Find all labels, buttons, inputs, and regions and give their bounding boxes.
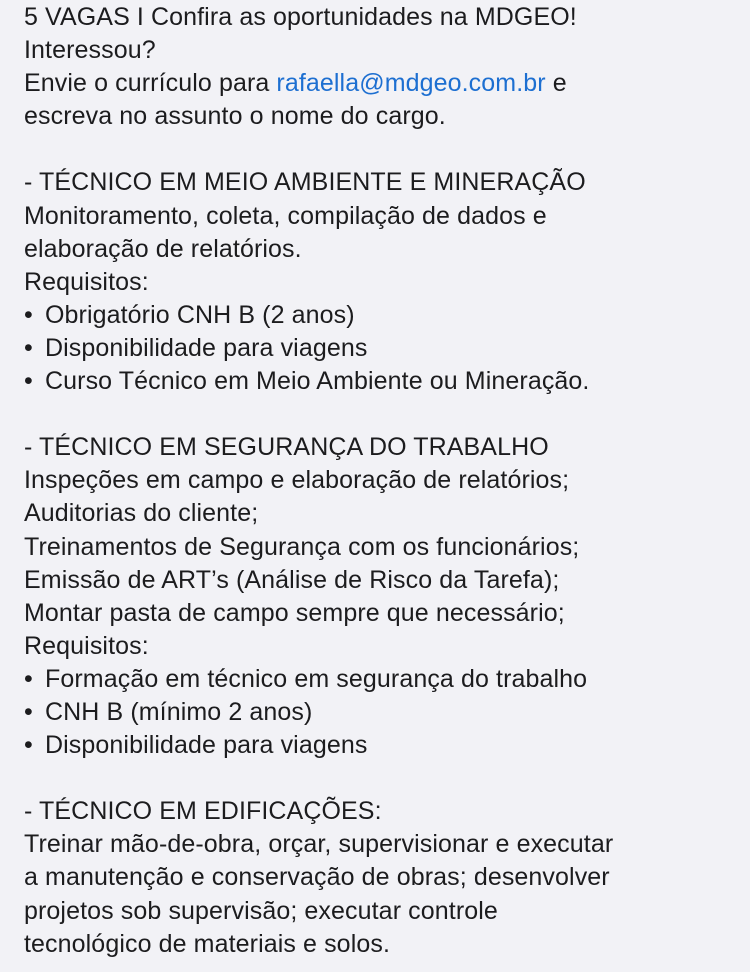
bullet-icon: • xyxy=(24,300,33,329)
job-title: - TÉCNICO EM EDIFICAÇÕES: xyxy=(24,797,382,826)
job-description-line: tecnológico de materiais e solos. xyxy=(24,929,390,958)
requirement-text: Disponibilidade para viagens xyxy=(45,333,368,362)
requirement-text: CNH B (mínimo 2 anos) xyxy=(45,697,313,726)
email-link[interactable]: rafaella@mdgeo.com.br xyxy=(276,69,546,98)
job-title: - TÉCNICO EM SEGURANÇA DO TRABALHO xyxy=(24,433,549,462)
job-description-line: Emissão de ART’s (Análise de Risco da Tarefa); xyxy=(24,565,560,594)
requirement-item xyxy=(24,729,734,762)
interest-question: Interessou? xyxy=(24,36,156,65)
send-instruction xyxy=(24,67,734,100)
send-suffix: e xyxy=(545,69,567,98)
requirement-item xyxy=(24,696,734,729)
spacer xyxy=(24,762,734,795)
requirement-text: Obrigatório CNH B (2 anos) xyxy=(45,300,355,329)
job-post xyxy=(24,1,734,961)
bullet-icon: • xyxy=(24,664,33,693)
requirement-item xyxy=(24,299,734,332)
job-description-line: Treinar mão-de-obra, orçar, supervisionar e executar xyxy=(24,830,614,859)
requirement-text: Disponibilidade para viagens xyxy=(45,731,368,760)
bullet-icon: • xyxy=(24,367,33,396)
job-description-line: Inspeções em campo e elaboração de relatórios; xyxy=(24,466,570,495)
job-description-line: Montar pasta de campo sempre que necessário; xyxy=(24,598,565,627)
send-instruction-line2: escreva no assunto o nome do cargo. xyxy=(24,102,446,131)
send-prefix: Envie o currículo para xyxy=(24,69,277,98)
job-description-line: Auditorias do cliente; xyxy=(24,499,259,528)
requirements-label: Requisitos: xyxy=(24,267,149,296)
job-description-line: projetos sob supervisão; executar controle xyxy=(24,896,498,925)
job-description-line: a manutenção e conservação de obras; desenvolver xyxy=(24,863,610,892)
spacer xyxy=(24,133,734,166)
requirement-item xyxy=(24,332,734,365)
bullet-icon: • xyxy=(24,731,33,760)
requirement-item xyxy=(24,663,734,696)
job-description-line: elaboração de relatórios. xyxy=(24,234,302,263)
requirement-text: Formação em técnico em segurança do trabalho xyxy=(45,664,588,693)
bullet-icon: • xyxy=(24,333,33,362)
job-title: - TÉCNICO EM MEIO AMBIENTE E MINERAÇÃO xyxy=(24,168,586,197)
bullet-icon: • xyxy=(24,697,33,726)
requirement-item xyxy=(24,365,734,398)
requirements-label: Requisitos: xyxy=(24,631,149,660)
spacer xyxy=(24,398,734,431)
headline: 5 VAGAS I Confira as oportunidades na MDGEO! xyxy=(24,3,577,31)
job-description-line: Monitoramento, coleta, compilação de dados e xyxy=(24,201,547,230)
job-description-line: Treinamentos de Segurança com os funcionários; xyxy=(24,532,580,561)
requirement-text: Curso Técnico em Meio Ambiente ou Mineração. xyxy=(45,367,590,396)
